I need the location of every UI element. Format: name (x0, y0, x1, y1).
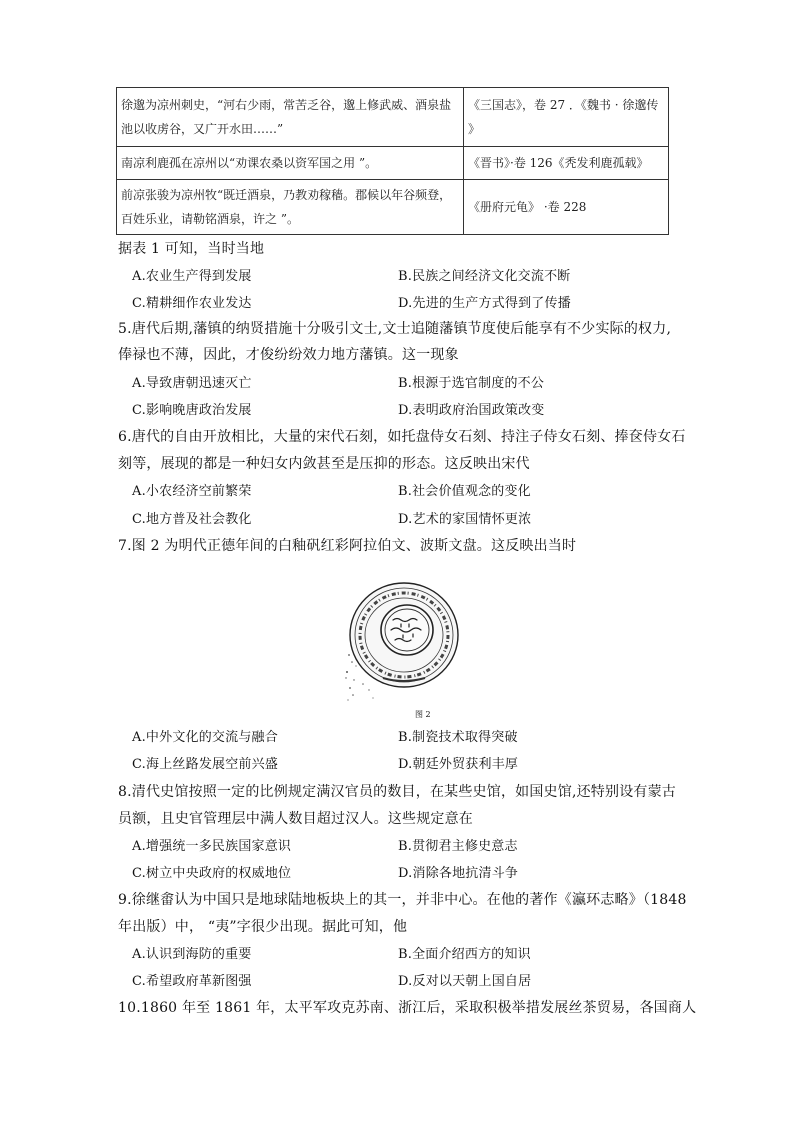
q8-stem-line1: 8.清代史馆按照一定的比例规定满汉官员的数目，在某些史馆，如国史馆,还特别设有蒙古 (118, 784, 677, 800)
figure-caption: 图 2 (415, 710, 431, 719)
q8-option-d: D.消除各地抗清斗争 (398, 866, 519, 881)
q5-option-b: B.根源于选官制度的不公 (398, 376, 545, 391)
table-cell-content: 南凉利鹿孤在凉州以“劝课农桑以资军国之用 ”。 (117, 147, 464, 180)
q8-option-a: A.增强统一多民族国家意识 (132, 839, 292, 854)
q7-stem: 7.图 2 为明代正德年间的白釉矾红彩阿拉伯文、波斯文盘。这反映出当时 (118, 538, 577, 554)
q6-option-a: A.小农经济空前繁荣 (132, 484, 252, 499)
q5-option-d: D.表明政府治国政策改变 (398, 403, 545, 418)
q8-stem-line2: 员额，且史官管理层中满人数目超过汉人。这些规定意在 (118, 811, 473, 827)
q9-stem-line2: 年出版）中， “夷”字很少出现。据此可知，他 (118, 919, 408, 935)
q4-option-a: A.农业生产得到发展 (132, 269, 252, 284)
q6-option-d: D.艺术的家国情怀更浓 (398, 512, 532, 527)
q8-option-c: C.树立中央政府的权威地位 (132, 866, 292, 881)
table-row (117, 147, 669, 180)
plate-image (343, 580, 460, 710)
porcelain-plate-figure (343, 580, 460, 710)
q4-stem: 据表 1 可知，当时当地 (118, 241, 265, 257)
table-row (117, 180, 669, 235)
table-cell-source: 《册府元龟》 ·卷 228 (464, 180, 669, 235)
q9-option-c: C.希望政府革新图强 (132, 974, 252, 989)
table-cell-source: 《三国志》，卷 27 ．《魏书 · 徐邈传 》 (464, 88, 669, 147)
q4-option-c: C.精耕细作农业发达 (132, 296, 252, 311)
q9-option-d: D.反对以天朝上国自居 (398, 974, 532, 989)
q5-option-a: A.导致唐朝迅速灭亡 (132, 376, 252, 391)
q7-option-b: B.制瓷技术取得突破 (398, 730, 518, 745)
q4-option-d: D.先进的生产方式得到了传播 (398, 296, 571, 311)
q5-option-c: C.影响晚唐政治发展 (132, 403, 252, 418)
q6-stem-line1: 6.唐代的自由开放相比，大量的宋代石刻，如托盘侍女石刻、持注子侍女石刻、捧奁侍女石 (118, 429, 686, 445)
table-cell-source: 《晋书》·卷 126《秃发利鹿孤载》 (464, 147, 669, 180)
q8-option-b: B.贯彻君主修史意志 (398, 839, 518, 854)
q6-option-b: B.社会价值观念的变化 (398, 484, 531, 499)
q4-option-b: B.民族之间经济文化交流不断 (398, 269, 571, 284)
table-cell-content: 前凉张骏为凉州牧“既迁酒泉，乃教劝稼穑。郡候以年谷频登，百姓乐业，请勒铭酒泉，许之 ”。 (117, 180, 464, 235)
q6-stem-line2: 刻等，展现的都是一种妇女内敛甚至是压抑的形态。这反映出宋代 (118, 456, 530, 472)
q9-stem-line1: 9.徐继畬认为中国只是地球陆地板块上的其一，并非中心。在他的著作《瀛环志略》（1848 (118, 892, 687, 908)
table-cell-content: 徐邈为凉州刺史，“河右少雨，常苦乏谷，邈上修武威、酒泉盐池以收虏谷，又广开水田……” (117, 88, 464, 147)
q5-stem-line1: 5.唐代后期,藩镇的纳贤措施十分吸引文士,文士追随藩镇节度使后能享有不少实际的权力, (118, 321, 672, 337)
q7-option-d: D.朝廷外贸获利丰厚 (398, 757, 519, 772)
q9-option-a: A.认识到海防的重要 (132, 947, 252, 962)
q7-option-a: A.中外文化的交流与融合 (132, 730, 278, 745)
q9-option-b: B.全面介绍西方的知识 (398, 947, 531, 962)
q10-stem-line1: 10.1860 年至 1861 年，太平军攻克苏南、浙江后，采取积极举措发展丝茶贸易，各国商人 (118, 1000, 697, 1016)
q5-stem-line2: 俸禄也不薄，因此，才俊纷纷效力地方藩镇。这一现象 (118, 347, 459, 363)
source-table (116, 87, 669, 235)
q7-option-c: C.海上丝路发展空前兴盛 (132, 757, 279, 772)
q6-option-c: C.地方普及社会教化 (132, 512, 252, 527)
table-row (117, 88, 669, 147)
